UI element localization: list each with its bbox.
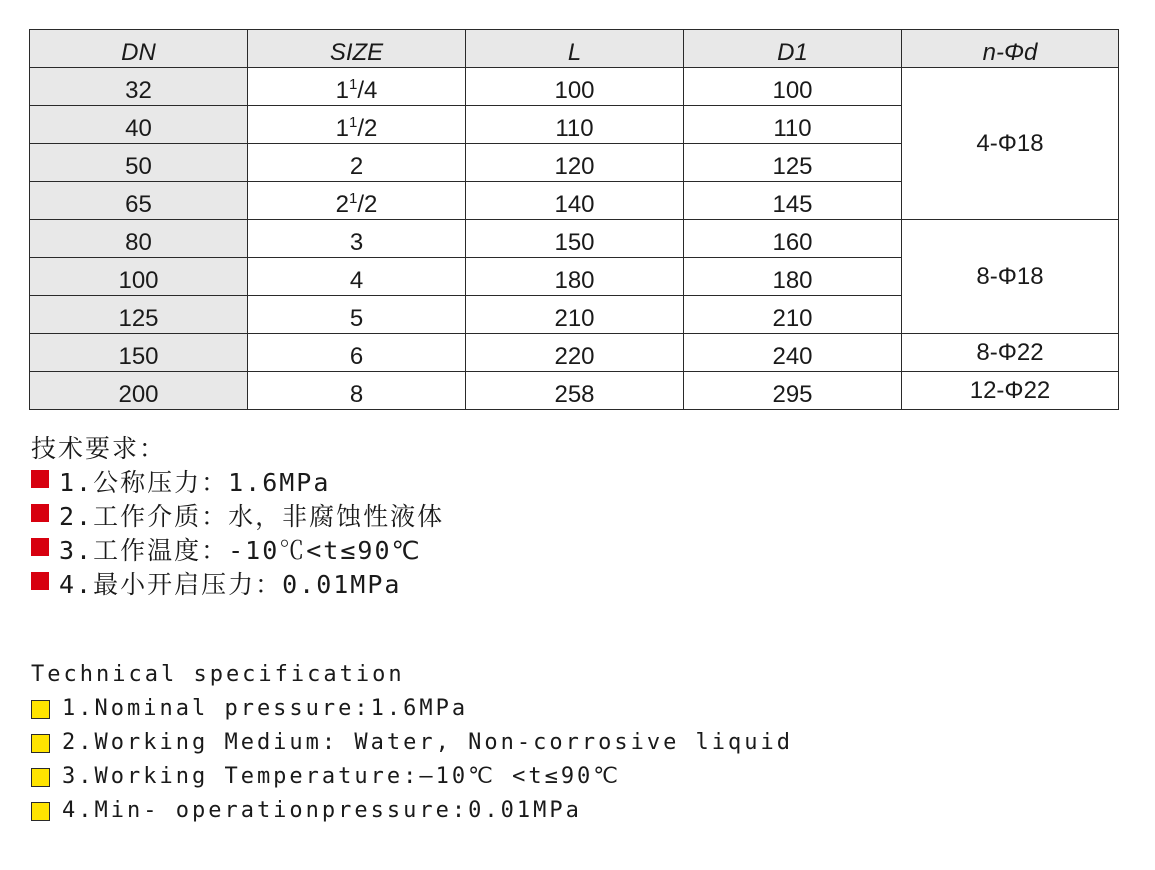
english-spec-section [31, 658, 793, 828]
table-row [30, 334, 1119, 372]
cell-dn: 80 [30, 220, 248, 258]
header-size: SIZE [248, 30, 466, 68]
english-spec-item [31, 760, 793, 794]
cell-d1: 100 [684, 68, 902, 106]
cell-size: $1^1/2$ [248, 106, 466, 144]
red-square-icon [31, 572, 49, 590]
chinese-spec-item-text: 2.工作介质：水，非腐蚀性液体 [59, 502, 445, 531]
cell-dn: 125 [30, 296, 248, 334]
english-spec-item [31, 794, 793, 828]
cell-l: 180 [466, 258, 684, 296]
english-spec-item [31, 726, 793, 760]
chinese-spec-section [31, 432, 444, 602]
table-row [30, 68, 1119, 106]
cell-size: 6 [248, 334, 466, 372]
english-spec-item [31, 692, 793, 726]
spec-table [29, 29, 1119, 410]
cell-l: 258 [466, 372, 684, 410]
cell-l: 210 [466, 296, 684, 334]
cell-dn: 32 [30, 68, 248, 106]
cell-size: 8 [248, 372, 466, 410]
cell-dn: 50 [30, 144, 248, 182]
cell-dn: 65 [30, 182, 248, 220]
english-spec-item-text: 3.Working Temperature:—10℃ <t≤90℃ [62, 764, 622, 789]
header-d1: D1 [684, 30, 902, 68]
header-l: L [466, 30, 684, 68]
chinese-spec-item-text: 4.最小开启压力：0.01MPa [59, 570, 402, 599]
cell-l: 150 [466, 220, 684, 258]
chinese-spec-item [31, 500, 444, 534]
english-spec-item-text: 4.Min- operationpressure:0.01MPa [62, 798, 582, 823]
cell-d1: 125 [684, 144, 902, 182]
cell-d1: 240 [684, 334, 902, 372]
cell-size: $2^1/2$ [248, 182, 466, 220]
table-row [30, 220, 1119, 258]
chinese-spec-item-text: 3.工作温度：-10℃<t≤90℃ [59, 536, 422, 565]
cell-l: 120 [466, 144, 684, 182]
cell-n-phi-d: 8-Φ18 [902, 220, 1119, 334]
cell-dn: 150 [30, 334, 248, 372]
table-row [30, 372, 1119, 410]
chinese-spec-item [31, 534, 444, 568]
cell-d1: 295 [684, 372, 902, 410]
yellow-square-icon [31, 768, 50, 787]
cell-dn: 40 [30, 106, 248, 144]
cell-size: $1^1/4$ [248, 68, 466, 106]
cell-size: 2 [248, 144, 466, 182]
header-n-phi-d: n-Φd [902, 30, 1119, 68]
cell-n-phi-d: 8-Φ22 [902, 334, 1119, 372]
cell-size: 4 [248, 258, 466, 296]
cell-dn: 200 [30, 372, 248, 410]
cell-d1: 160 [684, 220, 902, 258]
cell-l: 100 [466, 68, 684, 106]
yellow-square-icon [31, 802, 50, 821]
cell-d1: 110 [684, 106, 902, 144]
chinese-spec-title: 技术要求： [31, 434, 167, 463]
cell-n-phi-d: 4-Φ18 [902, 68, 1119, 220]
chinese-spec-item-text: 1.公称压力：1.6MPa [59, 468, 331, 497]
cell-d1: 210 [684, 296, 902, 334]
chinese-spec-item [31, 568, 444, 602]
red-square-icon [31, 504, 49, 522]
yellow-square-icon [31, 700, 50, 719]
cell-size: 5 [248, 296, 466, 334]
english-spec-title: Technical specification [31, 662, 405, 687]
cell-l: 220 [466, 334, 684, 372]
red-square-icon [31, 538, 49, 556]
yellow-square-icon [31, 734, 50, 753]
red-square-icon [31, 470, 49, 488]
english-spec-item-text: 1.Nominal pressure:1.6MPa [62, 696, 469, 721]
table-header-row [30, 30, 1119, 68]
english-spec-item-text: 2.Working Medium: Water, Non-corrosive liquid [62, 730, 794, 755]
cell-size: 3 [248, 220, 466, 258]
cell-d1: 145 [684, 182, 902, 220]
cell-n-phi-d: 12-Φ22 [902, 372, 1119, 410]
cell-l: 140 [466, 182, 684, 220]
cell-d1: 180 [684, 258, 902, 296]
cell-dn: 100 [30, 258, 248, 296]
cell-l: 110 [466, 106, 684, 144]
header-dn: DN [30, 30, 248, 68]
chinese-spec-item [31, 466, 444, 500]
